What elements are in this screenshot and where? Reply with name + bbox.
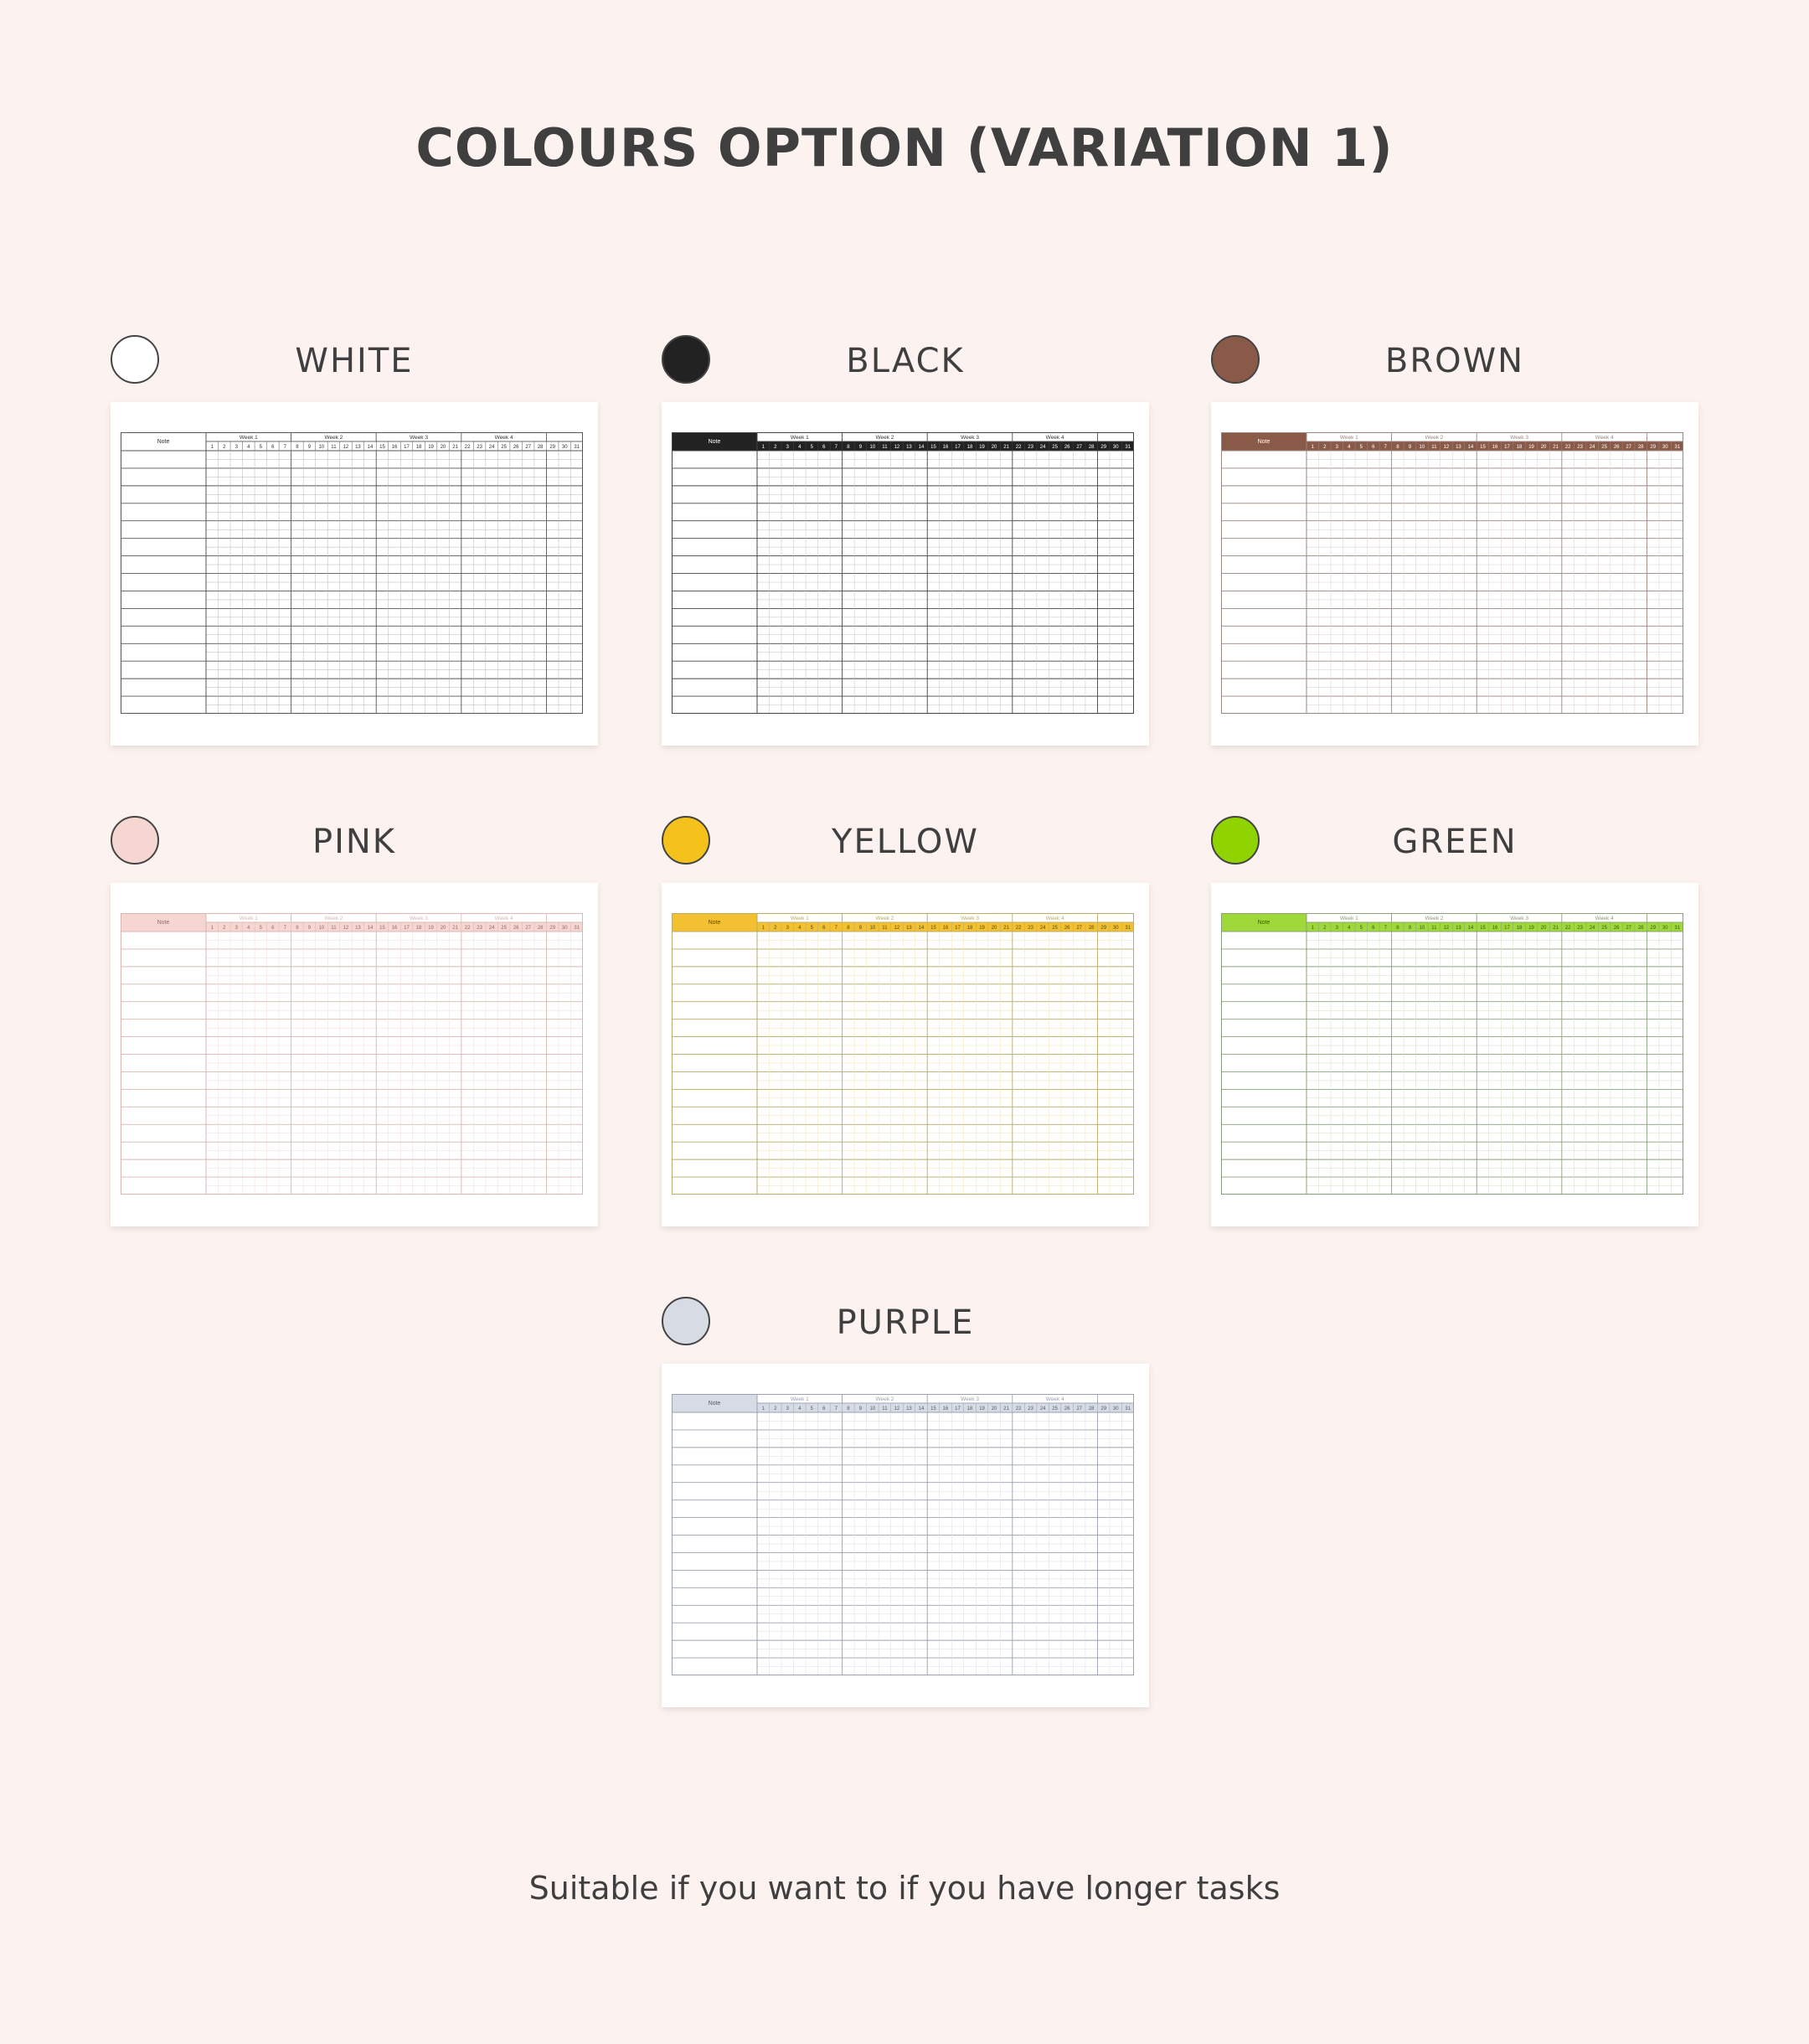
day-number: 23 — [1028, 1407, 1033, 1412]
day-number: 25 — [501, 445, 507, 450]
week-header-label: Week 3 — [410, 916, 428, 921]
colour-label-black: BLACK — [846, 342, 965, 380]
day-number: 11 — [882, 926, 888, 931]
day-number: 13 — [906, 926, 912, 931]
week-header-label: Week 2 — [875, 435, 894, 441]
day-number: 24 — [1039, 926, 1046, 931]
day-number: 12 — [894, 445, 900, 450]
day-number: 30 — [1662, 445, 1668, 450]
day-number: 9 — [1408, 445, 1412, 450]
note-header-label: Note — [708, 1401, 721, 1407]
day-number: 5 — [1359, 445, 1363, 450]
day-number: 10 — [1419, 926, 1425, 931]
day-number: 30 — [561, 445, 568, 450]
day-number: 29 — [1100, 445, 1107, 450]
day-number: 13 — [906, 1407, 912, 1412]
note-header-label: Note — [708, 920, 721, 926]
day-number: 1 — [210, 926, 214, 931]
day-number: 17 — [1504, 926, 1510, 931]
day-number: 25 — [1052, 445, 1058, 450]
day-number: 19 — [1528, 926, 1534, 931]
day-number: 4 — [247, 445, 250, 450]
day-number: 12 — [343, 926, 349, 931]
week-header-label: Week 1 — [790, 916, 809, 921]
day-number: 13 — [1456, 926, 1461, 931]
day-number: 14 — [367, 926, 374, 931]
day-number: 24 — [1039, 1407, 1046, 1412]
day-number: 26 — [513, 926, 519, 931]
colour-label-pink: PINK — [312, 823, 397, 861]
planner-grid-yellow — [672, 913, 1134, 1195]
week-header-label: Week 3 — [1510, 916, 1528, 921]
week-header-label: Week 1 — [1339, 916, 1358, 921]
day-number: 11 — [1431, 445, 1437, 450]
day-number: 28 — [1088, 926, 1095, 931]
day-number: 29 — [549, 445, 556, 450]
day-number: 5 — [259, 926, 262, 931]
day-number: 28 — [1088, 1407, 1095, 1412]
day-number: 31 — [1125, 1407, 1131, 1412]
week-header-label: Week 2 — [875, 1396, 894, 1402]
day-number: 19 — [428, 445, 434, 450]
day-number: 22 — [464, 445, 471, 450]
day-number: 16 — [1492, 445, 1498, 450]
day-number: 14 — [367, 445, 374, 450]
day-number: 10 — [869, 926, 876, 931]
day-number: 13 — [906, 445, 912, 450]
day-number: 12 — [1443, 926, 1450, 931]
day-number: 22 — [1564, 445, 1571, 450]
day-number: 15 — [1480, 926, 1486, 931]
day-number: 21 — [452, 926, 458, 931]
day-number: 24 — [1589, 445, 1595, 450]
day-number: 20 — [440, 926, 446, 931]
day-number: 31 — [1125, 445, 1131, 450]
day-number: 2 — [223, 445, 226, 450]
week-header-label: Week 4 — [1045, 916, 1064, 921]
day-number: 24 — [1589, 926, 1595, 931]
day-number: 8 — [847, 1407, 850, 1412]
day-number: 12 — [343, 445, 349, 450]
colour-option-brown[interactable] — [1211, 335, 1698, 771]
day-number: 14 — [918, 926, 925, 931]
colour-option-black[interactable] — [662, 335, 1149, 771]
note-header-label: Note — [157, 439, 170, 445]
week-header-label: Week 3 — [961, 916, 979, 921]
day-number: 11 — [331, 445, 337, 450]
planner-grid-purple — [672, 1394, 1134, 1675]
extra-header-cell — [1097, 432, 1134, 441]
day-number: 31 — [1674, 926, 1681, 931]
day-number: 4 — [247, 926, 250, 931]
planner-preview-brown — [1211, 402, 1698, 746]
day-number: 18 — [966, 926, 973, 931]
day-number: 21 — [1553, 926, 1559, 931]
day-number: 25 — [1052, 926, 1058, 931]
day-number: 4 — [1348, 926, 1351, 931]
day-number: 3 — [234, 926, 238, 931]
day-number: 7 — [834, 926, 838, 931]
day-number: 19 — [979, 445, 985, 450]
week-header-label: Week 3 — [961, 435, 979, 441]
day-number: 15 — [379, 926, 385, 931]
day-number: 8 — [1396, 926, 1399, 931]
day-number: 15 — [930, 445, 936, 450]
day-number: 13 — [1456, 445, 1461, 450]
day-number: 16 — [1492, 926, 1498, 931]
day-number: 14 — [918, 1407, 925, 1412]
day-number: 9 — [1408, 926, 1412, 931]
day-number: 28 — [537, 445, 544, 450]
day-number: 1 — [210, 445, 214, 450]
week-header-label: Week 2 — [875, 916, 894, 921]
day-number: 5 — [810, 1407, 813, 1412]
day-number: 6 — [271, 445, 275, 450]
day-number: 15 — [930, 926, 936, 931]
day-number: 7 — [834, 1407, 838, 1412]
week-header-label: Week 1 — [1339, 435, 1358, 441]
day-number: 8 — [847, 445, 850, 450]
day-number: 27 — [525, 926, 532, 931]
day-number: 29 — [1650, 445, 1657, 450]
day-number: 13 — [355, 926, 361, 931]
day-number: 12 — [894, 1407, 900, 1412]
day-number: 2 — [774, 445, 777, 450]
day-number: 30 — [1112, 926, 1119, 931]
planner-preview-pink — [111, 883, 598, 1226]
day-number: 13 — [355, 445, 361, 450]
colour-option-yellow[interactable] — [662, 816, 1149, 1252]
day-number: 4 — [1348, 445, 1351, 450]
week-header-label: Week 2 — [324, 435, 343, 441]
day-number: 26 — [1064, 926, 1070, 931]
day-number: 25 — [1601, 926, 1607, 931]
day-number: 23 — [1028, 445, 1033, 450]
week-header-label: Week 4 — [1045, 435, 1064, 441]
day-number: 6 — [822, 445, 826, 450]
day-number: 7 — [283, 445, 287, 450]
day-number: 17 — [955, 445, 961, 450]
day-number: 10 — [869, 445, 876, 450]
day-number: 31 — [574, 445, 580, 450]
day-number: 10 — [318, 926, 325, 931]
day-number: 6 — [822, 1407, 826, 1412]
day-number: 10 — [1419, 445, 1425, 450]
note-header-label: Note — [1257, 920, 1270, 926]
week-header-label: Week 3 — [961, 1396, 979, 1402]
day-number: 7 — [834, 445, 838, 450]
day-number: 22 — [1015, 1407, 1022, 1412]
day-number: 16 — [391, 926, 398, 931]
week-header-label: Week 1 — [239, 435, 258, 441]
day-number: 3 — [1335, 445, 1338, 450]
day-number: 7 — [1384, 926, 1388, 931]
day-number: 28 — [537, 926, 544, 931]
planner-grid-pink — [121, 913, 583, 1195]
extra-header-cell — [1097, 913, 1134, 922]
day-number: 18 — [966, 445, 973, 450]
day-number: 5 — [810, 926, 813, 931]
day-number: 4 — [798, 445, 801, 450]
week-header-label: Week 2 — [324, 916, 343, 921]
day-number: 26 — [1613, 926, 1620, 931]
day-number: 24 — [1039, 445, 1046, 450]
day-number: 27 — [1076, 445, 1083, 450]
day-number: 20 — [991, 445, 997, 450]
day-number: 18 — [966, 1407, 973, 1412]
day-number: 18 — [1516, 445, 1523, 450]
day-number: 19 — [1528, 445, 1534, 450]
week-header-label: Week 3 — [410, 435, 428, 441]
day-number: 2 — [1323, 926, 1327, 931]
day-number: 23 — [1577, 445, 1583, 450]
day-number: 1 — [761, 1407, 765, 1412]
day-number: 2 — [774, 926, 777, 931]
planner-grid-white — [121, 432, 583, 714]
day-number: 8 — [1396, 445, 1399, 450]
day-number: 9 — [858, 445, 863, 450]
page-title: COLOURS OPTION (VARIATION 1) — [415, 117, 1394, 178]
day-number: 21 — [452, 445, 458, 450]
day-number: 24 — [488, 926, 495, 931]
day-number: 26 — [1064, 445, 1070, 450]
colour-label-brown: BROWN — [1384, 342, 1525, 380]
colour-label-purple: PURPLE — [836, 1303, 975, 1342]
day-number: 27 — [1076, 1407, 1083, 1412]
day-number: 25 — [1601, 445, 1607, 450]
day-number: 7 — [1384, 445, 1388, 450]
day-number: 4 — [798, 926, 801, 931]
day-number: 19 — [979, 926, 985, 931]
note-header-label: Note — [708, 439, 721, 445]
day-number: 9 — [307, 445, 312, 450]
day-number: 22 — [1015, 926, 1022, 931]
day-number: 15 — [379, 445, 385, 450]
week-header-label: Week 3 — [1510, 435, 1528, 441]
week-header-label: Week 2 — [1425, 916, 1444, 921]
day-number: 6 — [1372, 445, 1375, 450]
day-number: 5 — [1359, 926, 1363, 931]
day-number: 21 — [1003, 926, 1009, 931]
day-number: 6 — [822, 926, 826, 931]
day-number: 18 — [415, 445, 422, 450]
colour-label-yellow: YELLOW — [832, 823, 979, 861]
day-number: 3 — [786, 926, 789, 931]
day-number: 31 — [574, 926, 580, 931]
day-number: 4 — [798, 1407, 801, 1412]
day-number: 24 — [488, 445, 495, 450]
day-number: 11 — [1431, 926, 1437, 931]
planner-grid-black — [672, 432, 1134, 714]
day-number: 3 — [786, 445, 789, 450]
day-number: 16 — [942, 1407, 949, 1412]
day-number: 27 — [1626, 445, 1632, 450]
day-number: 11 — [331, 926, 337, 931]
day-number: 19 — [979, 1407, 985, 1412]
day-number: 1 — [761, 926, 765, 931]
day-number: 20 — [991, 926, 997, 931]
extra-header-cell — [546, 432, 583, 441]
extra-header-cell — [1647, 432, 1683, 441]
day-number: 29 — [1100, 926, 1107, 931]
day-number: 1 — [1311, 926, 1314, 931]
week-header-label: Week 4 — [1595, 916, 1614, 921]
day-number: 15 — [930, 1407, 936, 1412]
day-number: 10 — [869, 1407, 876, 1412]
week-header-label: Week 1 — [239, 916, 258, 921]
day-number: 23 — [1577, 926, 1583, 931]
day-number: 16 — [391, 445, 398, 450]
day-number: 5 — [259, 445, 262, 450]
day-number: 17 — [955, 1407, 961, 1412]
day-number: 28 — [1637, 926, 1644, 931]
extra-header-cell — [1647, 913, 1683, 922]
colour-option-purple[interactable] — [662, 1297, 1149, 1732]
day-number: 26 — [1613, 445, 1620, 450]
day-number: 29 — [549, 926, 556, 931]
colour-label-green: GREEN — [1392, 823, 1518, 861]
day-number: 7 — [283, 926, 287, 931]
week-header-label: Week 4 — [494, 435, 513, 441]
day-number: 21 — [1553, 445, 1559, 450]
day-number: 8 — [296, 445, 299, 450]
colour-option-pink[interactable] — [111, 816, 598, 1252]
day-number: 23 — [477, 445, 482, 450]
day-number: 17 — [404, 926, 410, 931]
day-number: 20 — [1540, 926, 1547, 931]
day-number: 16 — [942, 926, 949, 931]
day-number: 28 — [1637, 445, 1644, 450]
colour-option-green[interactable] — [1211, 816, 1698, 1252]
day-number: 17 — [1504, 445, 1510, 450]
day-number: 25 — [1052, 1407, 1058, 1412]
day-number: 23 — [1028, 926, 1033, 931]
planner-preview-green — [1211, 883, 1698, 1226]
colour-label-white: WHITE — [295, 342, 414, 380]
colour-option-white[interactable] — [111, 335, 598, 771]
day-number: 26 — [513, 445, 519, 450]
day-number: 11 — [882, 445, 888, 450]
day-number: 22 — [1015, 445, 1022, 450]
day-number: 25 — [501, 926, 507, 931]
extra-header-cell — [1097, 1394, 1134, 1403]
planner-grid-brown — [1221, 432, 1683, 714]
day-number: 14 — [1467, 926, 1474, 931]
day-number: 21 — [1003, 1407, 1009, 1412]
day-number: 14 — [918, 445, 925, 450]
day-number: 6 — [271, 926, 275, 931]
day-number: 19 — [428, 926, 434, 931]
day-number: 1 — [1311, 445, 1314, 450]
day-number: 30 — [1662, 926, 1668, 931]
planner-preview-purple — [662, 1364, 1149, 1707]
day-number: 3 — [1335, 926, 1338, 931]
day-number: 17 — [955, 926, 961, 931]
day-number: 27 — [525, 445, 532, 450]
day-number: 29 — [1100, 1407, 1107, 1412]
day-number: 8 — [296, 926, 299, 931]
week-header-label: Week 4 — [1045, 1396, 1064, 1402]
day-number: 22 — [464, 926, 471, 931]
day-number: 3 — [234, 445, 238, 450]
day-number: 29 — [1650, 926, 1657, 931]
day-number: 2 — [1323, 445, 1327, 450]
week-header-label: Week 4 — [494, 916, 513, 921]
day-number: 26 — [1064, 1407, 1070, 1412]
day-number: 27 — [1626, 926, 1632, 931]
note-header-label: Note — [1257, 439, 1270, 445]
day-number: 18 — [415, 926, 422, 931]
day-number: 9 — [307, 926, 312, 931]
week-header-label: Week 4 — [1595, 435, 1614, 441]
day-number: 12 — [1443, 445, 1450, 450]
day-number: 12 — [894, 926, 900, 931]
day-number: 2 — [223, 926, 226, 931]
footer-caption: Suitable if you want to if you have longer tasks — [528, 1870, 1281, 1907]
day-number: 14 — [1467, 445, 1474, 450]
week-header-label: Week 1 — [790, 1396, 809, 1402]
week-header-label: Week 2 — [1425, 435, 1444, 441]
day-number: 30 — [1112, 1407, 1119, 1412]
extra-header-cell — [546, 913, 583, 922]
day-number: 30 — [1112, 445, 1119, 450]
planner-preview-black — [662, 402, 1149, 746]
day-number: 16 — [942, 445, 949, 450]
day-number: 23 — [477, 926, 482, 931]
day-number: 31 — [1125, 926, 1131, 931]
day-number: 21 — [1003, 445, 1009, 450]
day-number: 15 — [1480, 445, 1486, 450]
day-number: 20 — [440, 445, 446, 450]
day-number: 3 — [786, 1407, 789, 1412]
day-number: 17 — [404, 445, 410, 450]
day-number: 20 — [991, 1407, 997, 1412]
day-number: 18 — [1516, 926, 1523, 931]
day-number: 2 — [774, 1407, 777, 1412]
planner-preview-white — [111, 402, 598, 746]
day-number: 6 — [1372, 926, 1375, 931]
planner-preview-yellow — [662, 883, 1149, 1226]
day-number: 22 — [1564, 926, 1571, 931]
day-number: 31 — [1674, 445, 1681, 450]
day-number: 11 — [882, 1407, 888, 1412]
day-number: 1 — [761, 445, 765, 450]
day-number: 9 — [858, 1407, 863, 1412]
planner-grid-green — [1221, 913, 1683, 1195]
day-number: 10 — [318, 445, 325, 450]
day-number: 30 — [561, 926, 568, 931]
day-number: 5 — [810, 445, 813, 450]
day-number: 28 — [1088, 445, 1095, 450]
note-header-label: Note — [157, 920, 170, 926]
day-number: 8 — [847, 926, 850, 931]
day-number: 9 — [858, 926, 863, 931]
week-header-label: Week 1 — [790, 435, 809, 441]
day-number: 20 — [1540, 445, 1547, 450]
day-number: 27 — [1076, 926, 1083, 931]
